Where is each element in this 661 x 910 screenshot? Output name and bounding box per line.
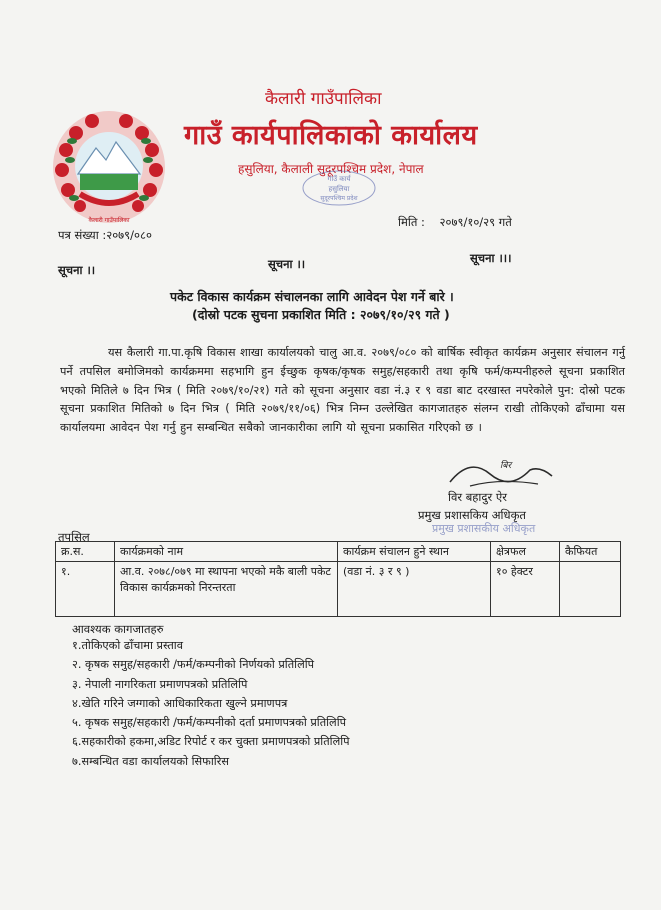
document-item: २. कृषक समुह/सहकारी /फर्म/कम्पनीको निर्णयको प्रतिलिपि [72,658,315,672]
cell-serial: १. [56,562,115,617]
office-address: हसुलिया, कैलाली सुदूरपश्चिम प्रदेश, नेपाल [238,162,424,176]
reference-value: २०७९/०८० [106,228,152,242]
document-item: ७.सम्बन्धित वडा कार्यालयको सिफारिस [72,754,229,768]
reference-label: पत्र संख्या : [58,228,107,242]
reference-number [58,228,152,243]
notice-label-2: सूचना ।। [268,257,306,271]
header-program-name: कार्यक्रमको नाम [115,542,338,562]
svg-text:बिर: बिर [500,461,512,471]
notice-label-1: सूचना ।। [58,263,96,277]
svg-text:सुदूरपश्चिम प्रदेश: सुदूरपश्चिम प्रदेश [320,195,358,202]
header-remarks: कैफियत [560,542,621,562]
cell-program-name: आ.व. २०७८/०७९ मा स्थापना भएको मकै बाली पकेट विकास कार्यक्रमको निरन्तरता [115,562,338,617]
documents-list [72,638,350,773]
program-table [55,541,621,617]
office-title: गाउँ कार्यपालिकाको कार्यालय [184,120,478,151]
cell-remarks [560,562,621,617]
cell-location: (वडा नं. ३ र ९ ) [338,562,491,617]
cell-area: १० हेक्टर [491,562,560,617]
notice-body: यस कैलारी गा.पा.कृषि विकास शाखा कार्यालयको चालु आ.व. २०७९/०८० को बार्षिक स्वीकृत कार्यक्रम अनुसार संचालन गर्नु पर्ने तपसिल बमोजिमको कार्यक्रममा सहभागि हुन ईच्छुक कृषक/कृषक समुह/सहकारी तथा कृषि फर्म/कम्पनीहरुले सूचना प्रकाशित भएको मितिले ७ दिन भित्र ( मिति २०७९/१०/२१) गते को सूचना अनुसार वडा नं.३ र ९ वडा बाट दरखास्त नपरेकोले पुन: दोस्रो पटक सूचना प्रकाशित मितिको ७ दिन भित्र ( मिति २०७९/११/०६) भित्र निम्न उल्लेखित कागजातहरु संलग्न राखी तोकिएको ढाँचामा यस कार्यालयमा आवेदन पेश गर्नु हुन सम्बन्धित सबैको जानकारीका लागि यो सूचना प्रकासित गरिएको छ । [60,346,625,435]
designation-seal: प्रमुख प्रशासकीय अधिकृत [432,522,536,535]
documents-title: आवश्यक कागजातहरु [72,622,164,636]
office-stamp [300,168,378,208]
table-row [56,562,621,617]
svg-text:हसुलिया: हसुलिया [328,185,350,193]
signatory-designation: प्रमुख प्रशासकिय अधिकृत [418,508,526,522]
svg-text:गाउँ कार्य: गाउँ कार्य [327,175,351,183]
notice-subject: पकेट विकास कार्यक्रम संचालनका लागि आवेदन पेश गर्ने बारे । [170,289,454,304]
document-item: ३. नेपाली नागरिकता प्रमाणपत्रको प्रतिलिपि [72,677,248,691]
svg-text:कैलारी गाउँपालिका: कैलारी गाउँपालिका [88,217,130,224]
letter-date [398,215,512,230]
header-area: क्षेत्रफल [491,542,560,562]
government-emblem [50,108,168,226]
notice-subject-note: (दोस्रो पटक सुचना प्रकाशित मिति : २०७९/१०/२९ गते ) [192,307,450,322]
signatory-name: विर बहादुर ऐर [448,490,507,504]
handwritten-signature [440,452,560,494]
header-location: कार्यक्रम संचालन हुने स्थान [338,542,491,562]
document-item: ४.खेति गरिने जग्गाको आधिकारिकता खुल्ने प्रमाणपत्र [72,696,288,710]
document-item: ५. कृषक समुह/सहकारी /फर्म/कम्पनीको दर्ता प्रमाणपत्रको प्रतिलिपि [72,716,347,730]
date-label: मिति : [398,215,425,229]
table-title: तपसिल [58,530,90,544]
header-serial: क्र.स. [56,542,115,562]
notice-label-3: सूचना ।।। [470,251,512,265]
table-header-row [56,542,621,562]
date-value: २०७९/१०/२९ गते [439,215,512,229]
document-item: १.तोकिएको ढाँचामा प्रस्ताव [72,639,183,652]
municipality-name: कैलारी गाउँपालिका [265,89,382,109]
document-item: ६.सहकारीको हकमा,अडिट रिपोर्ट र कर चुक्ता प्रमाणपत्रको प्रतिलिपि [72,735,350,749]
